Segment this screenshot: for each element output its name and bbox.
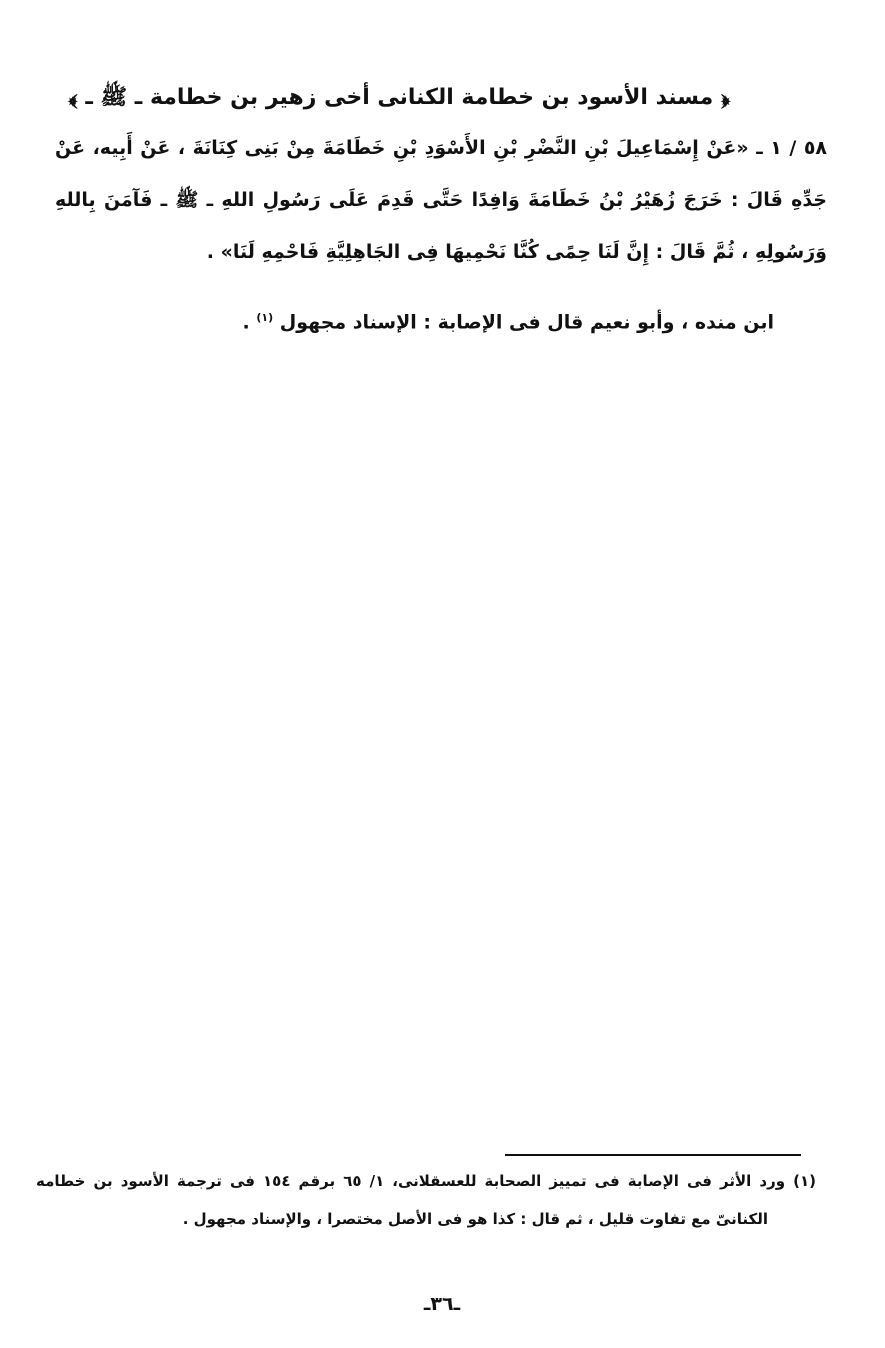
- hadith-paragraph: [55, 122, 827, 278]
- section-heading: ﴿ مسند الأسود بن خطامة الكنانى أخى زهير بن خطامة ـ ﷺ ـ ﴾: [68, 85, 730, 110]
- hadith-line-2: جَدِّهِ قَالَ : خَرَجَ زُهَيْرُ بْنُ خَطَامَةَ وَافِدًا حَتَّى قَدِمَ عَلَى رَسُولِ اللهِ ـ ﷺ ـ فَآمَنَ بِاللهِ: [55, 189, 827, 211]
- page-number: ـ٣٦ـ: [423, 1293, 461, 1315]
- footnote: [36, 1162, 816, 1238]
- takhrij-text: ابن منده ، وأبو نعيم قال فى الإصابة : الإسناد مجهول: [279, 311, 774, 334]
- footnote-line-2: الكنانىّ مع تفاوت قليل ، ثم قال : كذا هو فى الأصل مختصرا ، والإسناد مجهول .: [182, 1210, 768, 1228]
- takhrij-line: [180, 298, 774, 342]
- footnote-marker: (١): [256, 311, 274, 324]
- footnote-divider: [505, 1154, 801, 1156]
- hadith-line-1: ٥٨ / ١ ـ «عَنْ إِسْمَاعِيلَ بْنِ النَّضْرِ بْنِ الأَسْوَدِ بْنِ خَطَامَةَ مِنْ بَنِى كِنَانَةَ ، عَنْ أَبِيه، عَنْ: [55, 137, 828, 159]
- takhrij-end: .: [242, 311, 250, 334]
- hadith-line-3: وَرَسُولِهِ ، ثُمَّ قَالَ : إِنَّ لَنَا حِمًى كُنَّا نَحْمِيهَا فِى الجَاهِلِيَّةِ فَاحْمِهِ لَنَا» .: [206, 241, 827, 263]
- footnote-line-1: (١) ورد الأثر فى الإصابة فى تمييز الصحابة للعسقلانى، ١/ ٦٥ برقم ١٥٤ فى ترجمة الأسود بن خطامه: [36, 1172, 816, 1190]
